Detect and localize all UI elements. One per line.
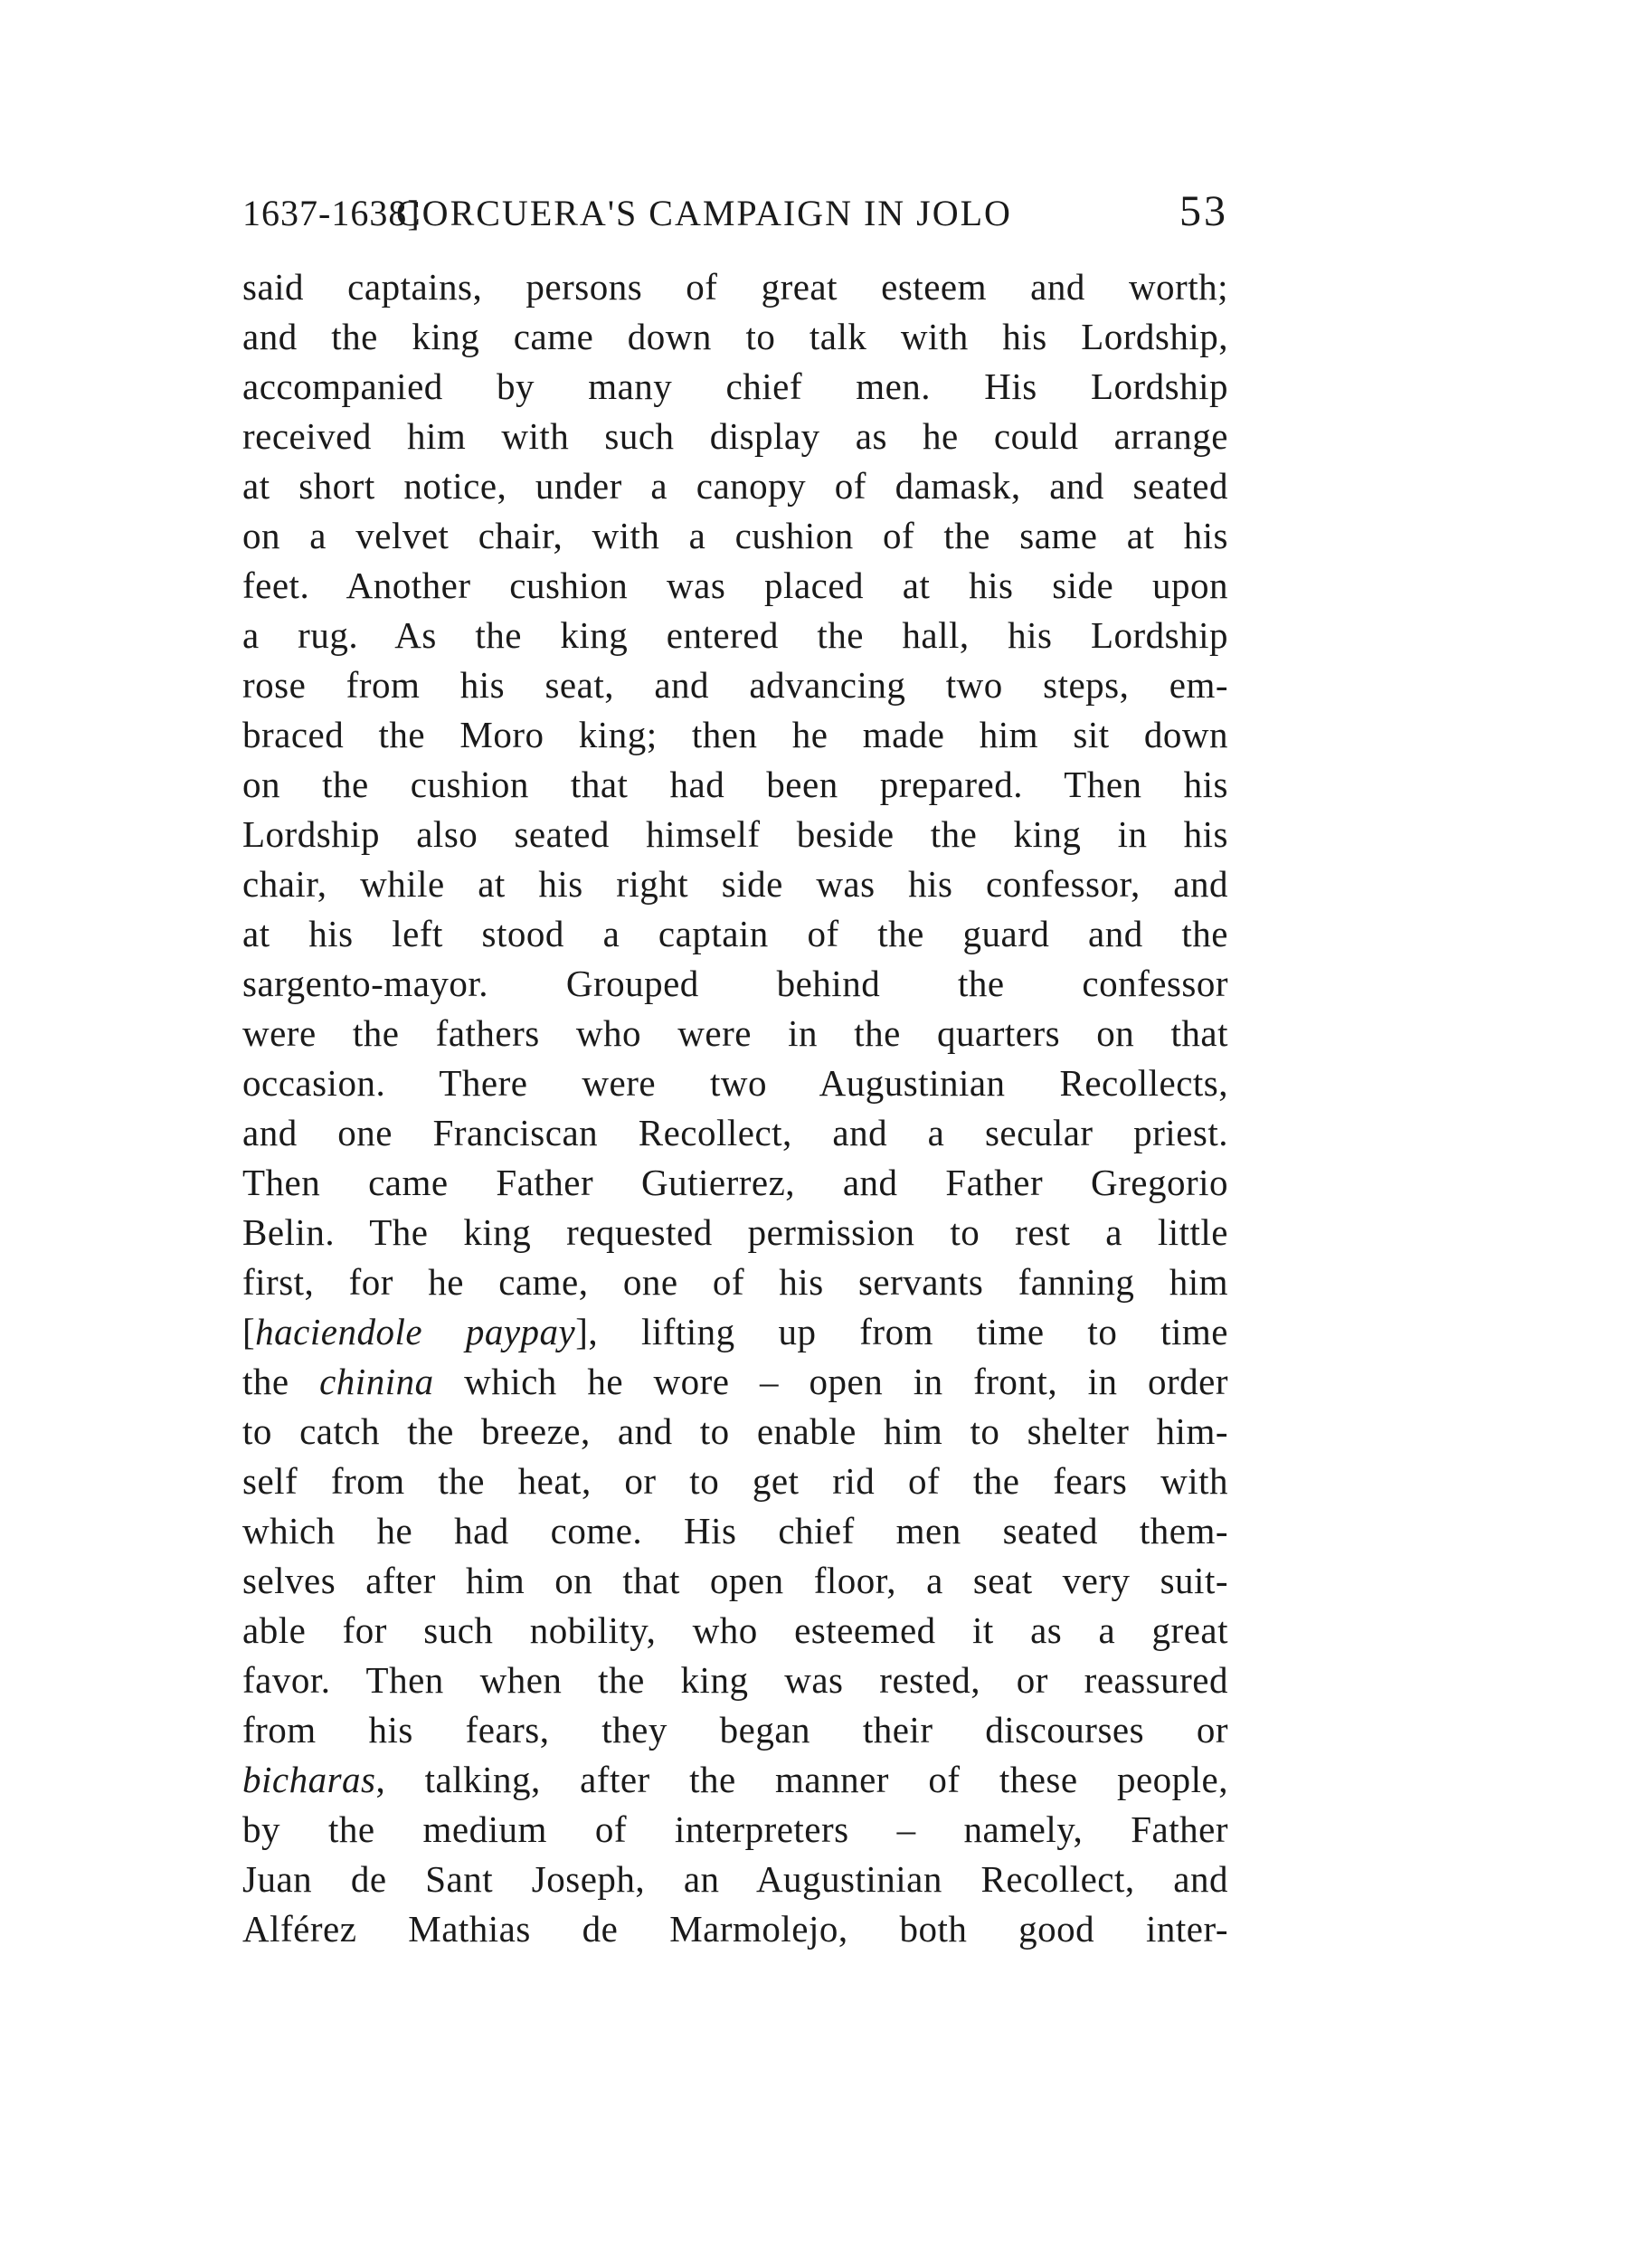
- italic-term: haciendole paypay: [255, 1311, 576, 1352]
- text-line: and one Franciscan Recollect, and a secular priest.: [242, 1112, 1228, 1153]
- text-line: braced the Moro king; then he made him sit down: [242, 714, 1228, 755]
- page-number: 53: [1179, 187, 1228, 235]
- text-line: self from the heat, or to get rid of the fears with: [242, 1460, 1228, 1502]
- text-line: Then came Father Gutierrez, and Father Gregorio: [242, 1162, 1228, 1203]
- text-line: Lordship also seated himself beside the king in his: [242, 813, 1228, 855]
- text-line: selves after him on that open floor, a seat very suit-: [242, 1560, 1228, 1601]
- text-line: Alférez Mathias de Marmolejo, both good inter-: [242, 1908, 1228, 1950]
- text-line: on the cushion that had been prepared. Then his: [242, 764, 1228, 805]
- text-line: Belin. The king requested permission to rest a little: [242, 1211, 1228, 1253]
- text-line: a rug. As the king entered the hall, his Lordship: [242, 614, 1228, 656]
- text-line: favor. Then when the king was rested, or reassured: [242, 1659, 1228, 1701]
- text-line: accompanied by many chief men. His Lordship: [242, 365, 1228, 407]
- text-line: to catch the breeze, and to enable him to shelter him-: [242, 1410, 1228, 1452]
- text-line: at short notice, under a canopy of damask, and seated: [242, 465, 1228, 507]
- running-head-title: CORCUERA'S CAMPAIGN IN JOLO: [396, 193, 1012, 233]
- text-line: and the king came down to talk with his Lordship,: [242, 316, 1228, 357]
- text-line: said captains, persons of great esteem and worth;: [242, 266, 1228, 308]
- italic-term: chinina: [319, 1361, 434, 1402]
- text-line: by the medium of interpreters – namely, Father: [242, 1808, 1228, 1850]
- body-text: [242, 262, 1228, 1954]
- text-line: first, for he came, one of his servants fanning him: [242, 1261, 1228, 1303]
- text-line: on a velvet chair, with a cushion of the same at his: [242, 515, 1228, 556]
- text-line: [haciendole paypay], lifting up from time to time: [242, 1311, 1228, 1352]
- text-line: sargento-mayor. Grouped behind the confessor: [242, 963, 1228, 1004]
- text-line: the chinina which he wore – open in front, in order: [242, 1361, 1228, 1402]
- text-line: from his fears, they began their discourses or: [242, 1709, 1228, 1751]
- text-line: chair, while at his right side was his confessor, and: [242, 863, 1228, 905]
- text-line: able for such nobility, who esteemed it as a great: [242, 1609, 1228, 1651]
- text-line: were the fathers who were in the quarters on that: [242, 1012, 1228, 1054]
- text-line: bicharas, talking, after the manner of these people,: [242, 1759, 1228, 1800]
- text-line: received him with such display as he could arrange: [242, 415, 1228, 457]
- italic-term: bicharas: [242, 1759, 376, 1800]
- running-head-date: 1637-1638]: [242, 193, 421, 233]
- text-line: which he had come. His chief men seated them-: [242, 1510, 1228, 1552]
- text-line: at his left stood a captain of the guard and the: [242, 913, 1228, 954]
- text-line: occasion. There were two Augustinian Recollects,: [242, 1062, 1228, 1104]
- running-head: [242, 186, 1228, 241]
- text-line: Juan de Sant Joseph, an Augustinian Recollect, and: [242, 1858, 1228, 1900]
- text-line: feet. Another cushion was placed at his side upon: [242, 565, 1228, 606]
- text-line: rose from his seat, and advancing two steps, em-: [242, 664, 1228, 706]
